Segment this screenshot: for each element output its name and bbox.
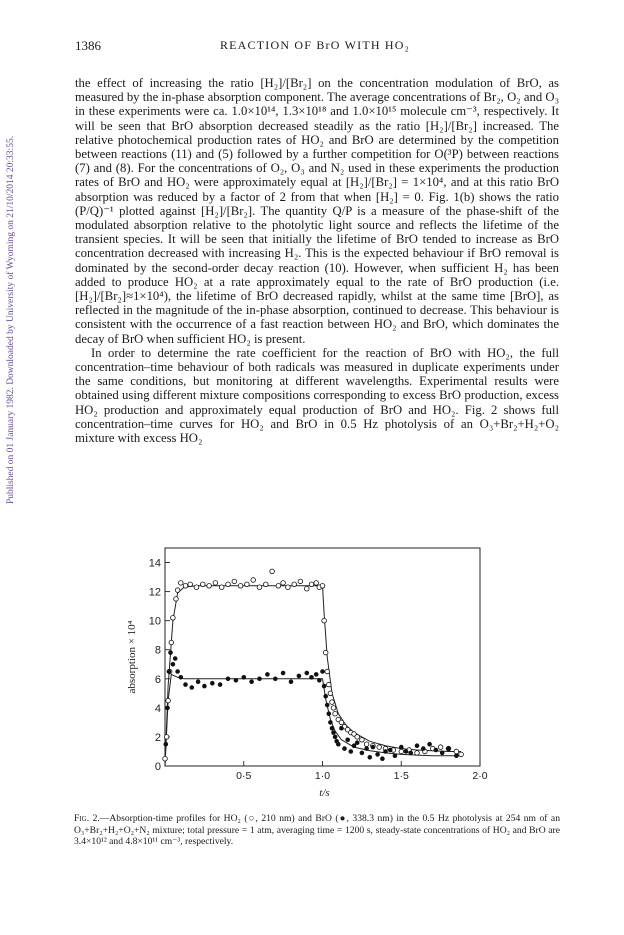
bro-data-point: [305, 671, 309, 675]
bro-data-point: [343, 747, 347, 751]
bro-data-point: [447, 747, 451, 751]
bro-data-point: [440, 751, 444, 755]
bro-data-point: [393, 754, 397, 758]
y-tick-label: 8: [154, 644, 161, 657]
bro-data-point: [179, 675, 183, 679]
ho2-data-point: [399, 749, 404, 754]
bro-data-point: [399, 745, 403, 749]
bro-data-point: [421, 747, 425, 751]
bro-data-point: [210, 681, 214, 685]
caption-text: —Absorption-time profiles for HO₂ (○, 210 nm) and BrO (●, 338.3 nm) in the 0.5 Hz photolysis at 254 nm of an O₃+Br₂+H₂+O₂+N₂ mixture; total pressure = 1 atm, averaging time = 1200 s, steady-state concentrations of HO₂ and BrO are 3.4×10¹² and 4.8×10¹¹ cm⁻³, respectively.: [74, 813, 560, 848]
ho2-data-point: [360, 738, 365, 743]
bro-data-point: [368, 755, 372, 759]
ho2-data-point: [175, 588, 180, 593]
x-tick-label: 1·0: [314, 770, 331, 782]
bro-data-point: [218, 683, 222, 687]
bro-data-point: [333, 735, 337, 739]
absorption-time-chart: [115, 538, 505, 808]
bro-data-point: [365, 747, 369, 751]
bro-data-point: [355, 741, 359, 745]
y-tick-label: 0: [154, 761, 161, 773]
ho2-data-point: [454, 749, 459, 754]
y-tick-label: 12: [148, 586, 161, 599]
bro-data-point: [266, 673, 270, 677]
bro-data-point: [242, 675, 246, 679]
y-tick-label: 14: [148, 557, 161, 570]
running-title: REACTION OF BrO WITH HO₂: [219, 38, 411, 52]
bro-data-point: [376, 753, 380, 757]
bro-data-point: [234, 678, 238, 682]
bro-data-point: [171, 662, 175, 666]
ho2-data-point: [194, 585, 199, 590]
ho2-data-point: [331, 706, 336, 711]
ho2-data-point: [257, 585, 262, 590]
download-note: Published on 01 January 1982. Downloaded by University of Wyoming on 21/10/2014 20:33:55.: [6, 135, 16, 505]
bro-data-point: [173, 657, 177, 661]
bro-data-point: [297, 674, 301, 678]
bro-data-point: [281, 671, 285, 675]
bro-data-point: [310, 675, 314, 679]
ho2-data-point: [169, 640, 174, 645]
bro-data-point: [409, 751, 413, 755]
ho2-data-point: [377, 745, 382, 750]
ho2-data-point: [183, 584, 188, 589]
page-number: 1386: [75, 38, 101, 53]
ho2-data-point: [320, 584, 325, 589]
bro-data-point: [404, 750, 408, 754]
bro-data-point: [360, 751, 364, 755]
bro-data-point: [184, 683, 188, 687]
ho2-data-point: [323, 650, 328, 655]
ho2-data-point: [339, 720, 344, 725]
ho2-data-point: [251, 578, 256, 583]
bro-data-point: [203, 684, 207, 688]
running-header: [75, 38, 555, 56]
bro-data-point: [196, 680, 200, 684]
ho2-data-point: [213, 581, 218, 586]
body-text: [75, 76, 559, 445]
y-axis-label: absorption × 10⁴: [126, 620, 138, 694]
download-watermark: [0, 0, 22, 640]
bro-data-point: [388, 748, 392, 752]
bro-data-point: [190, 686, 194, 690]
figure-caption: [74, 813, 560, 848]
ho2-data-point: [438, 745, 443, 750]
bro-data-point: [340, 726, 344, 730]
bro-data-point: [250, 680, 254, 684]
bro-data-point: [166, 706, 170, 710]
bro-data-point: [346, 738, 350, 742]
ho2-data-point: [163, 756, 168, 761]
ho2-data-point: [459, 752, 464, 757]
ho2-data-point: [325, 669, 330, 674]
bro-data-point: [322, 684, 326, 688]
bro-data-point: [325, 703, 329, 707]
ho2-data-point: [314, 581, 319, 586]
y-tick-label: 6: [154, 673, 161, 686]
bro-data-point: [164, 742, 168, 746]
bro-data-point: [258, 677, 262, 681]
ho2-data-point: [164, 735, 169, 740]
paragraph: the effect of increasing the ratio [H₂]/[Br₂] on the concentration modulation of BrO, as measured by the in-phase absorption component. The average concentrations of Br₂, O₂ and O₃ in these experiments were ca. 1.0×10¹⁴, 1.3×10¹⁸ and 1.0×10¹⁵ molecule cm⁻³, respectively. It will be seen that BrO absorption decreased steadily as the ratio [H₂]/[Br₂] increased. The relative photochemical production rates of HO₂ and BrO are determined by the competition between reactions (11) and (5) followed by a further competition for O(³P) between reactions (7) and (8). For the concentrations of O₂, O₃ and N₂ used in these experiments the production rates of BrO and HO₂ were approximately equal at [H₂]/[Br₂] = 1×10⁴, and at this ratio BrO absorption was reduced by a factor of 2 from that when [H₂] = 0. Fig. 1(b) shows the ratio (P/Q)⁻¹ plotted against [H₂]/[Br₂]. The quantity Q/P is a measure of the phase-shift of the modulated absorption relative to the photolytic light source and reflects the lifetime of the transient species. It will be seen that initially the lifetime of BrO tended to increase as BrO concentration decreased with increasing H₂. This is the expected behaviour if BrO removal is dominated by the second-order decay reaction (10). However, when sufficient H₂ has been added to produce HO₂ at a rate approximately equal to the rate of BrO production (i.e. [H₂]/[Br₂]≈1×10⁴), the lifetime of BrO decreased rapidly, whilst at the same time [BrO], as reflected in the magnitude of the in-phase absorption, continued to decrease. This behaviour is consistent with the occurrence of a fast reaction between HO₂ and BrO, which dominates the decay of BrO when sufficient HO₂ is present.: [75, 76, 559, 346]
ho2-data-point: [201, 582, 206, 587]
y-tick-label: 10: [148, 615, 161, 628]
bro-data-point: [336, 742, 340, 746]
bro-data-point: [384, 750, 388, 754]
bro-data-point: [321, 670, 325, 674]
caption-label: Fig. 2.: [74, 813, 100, 824]
figure-2: [115, 538, 505, 808]
ho2-data-point: [286, 585, 291, 590]
ho2-data-point: [328, 691, 333, 696]
ho2-data-point: [305, 586, 310, 591]
bro-data-point: [434, 748, 438, 752]
bro-data-point: [317, 678, 321, 682]
bro-data-point: [167, 670, 171, 674]
bro-data-point: [169, 651, 173, 655]
x-tick-label: 2·0: [472, 770, 488, 782]
ho2-data-point: [171, 616, 176, 621]
ho2-data-point: [292, 582, 297, 587]
ho2-data-point: [281, 581, 286, 586]
ho2-data-point: [174, 597, 179, 602]
ho2-data-point: [207, 584, 212, 589]
ho2-data-point: [298, 579, 303, 584]
bro-data-point: [349, 750, 353, 754]
ho2-data-point: [322, 618, 327, 623]
bro-data-point: [428, 742, 432, 746]
ho2-data-point: [364, 742, 369, 747]
ho2-data-point: [330, 700, 335, 705]
ho2-data-point: [238, 584, 243, 589]
ho2-data-point: [219, 585, 224, 590]
bro-data-point: [332, 731, 336, 735]
y-tick-label: 4: [154, 702, 161, 715]
ho2-data-point: [226, 582, 231, 587]
ho2-data-point: [188, 582, 193, 587]
ho2-data-point: [333, 711, 338, 716]
ho2-data-point: [166, 698, 171, 703]
x-tick-label: 0·5: [236, 770, 252, 782]
bro-data-point: [273, 677, 277, 681]
bro-data-point: [381, 757, 385, 761]
ho2-data-point: [264, 582, 269, 587]
bro-data-point: [314, 673, 318, 677]
ho2-data-point: [245, 582, 250, 587]
bro-data-point: [324, 694, 328, 698]
bro-data-point: [455, 754, 459, 758]
bro-data-point: [226, 677, 230, 681]
x-axis-label: t/s: [319, 787, 330, 799]
ho2-data-point: [355, 735, 360, 740]
ho2-data-point: [179, 581, 184, 586]
ho2-data-point: [309, 582, 314, 587]
bro-data-point: [330, 726, 334, 730]
bro-data-point: [415, 744, 419, 748]
y-tick-label: 2: [154, 731, 161, 744]
ho2-data-point: [327, 682, 332, 687]
bro-data-point: [327, 712, 331, 716]
ho2-data-point: [415, 751, 420, 756]
bro-data-point: [329, 721, 333, 725]
bro-data-point: [371, 745, 375, 749]
ho2-data-point: [270, 569, 275, 574]
bro-data-point: [176, 670, 180, 674]
bro-data-point: [352, 744, 356, 748]
paragraph: In order to determine the rate coefficient for the reaction of BrO with HO₂, the full concentration–time behaviour of both radicals was measured in duplicate experiments under the same conditions, but monitoring at different wavelengths. Experimental results were obtained using different mixture compositions corresponding to excess BrO production, excess HO₂ production and approximately equal production of BrO and HO₂. Fig. 2 shows full concentration–time curves for HO₂ and BrO in 0.5 Hz photolysis of an O₃+Br₂+H₂+O₂ mixture with excess HO₂: [75, 345, 559, 446]
x-tick-label: 1·5: [393, 770, 409, 782]
ho2-data-point: [232, 579, 237, 584]
ho2-data-point: [276, 584, 281, 589]
bro-data-point: [289, 680, 293, 684]
plot-frame: [165, 548, 480, 766]
